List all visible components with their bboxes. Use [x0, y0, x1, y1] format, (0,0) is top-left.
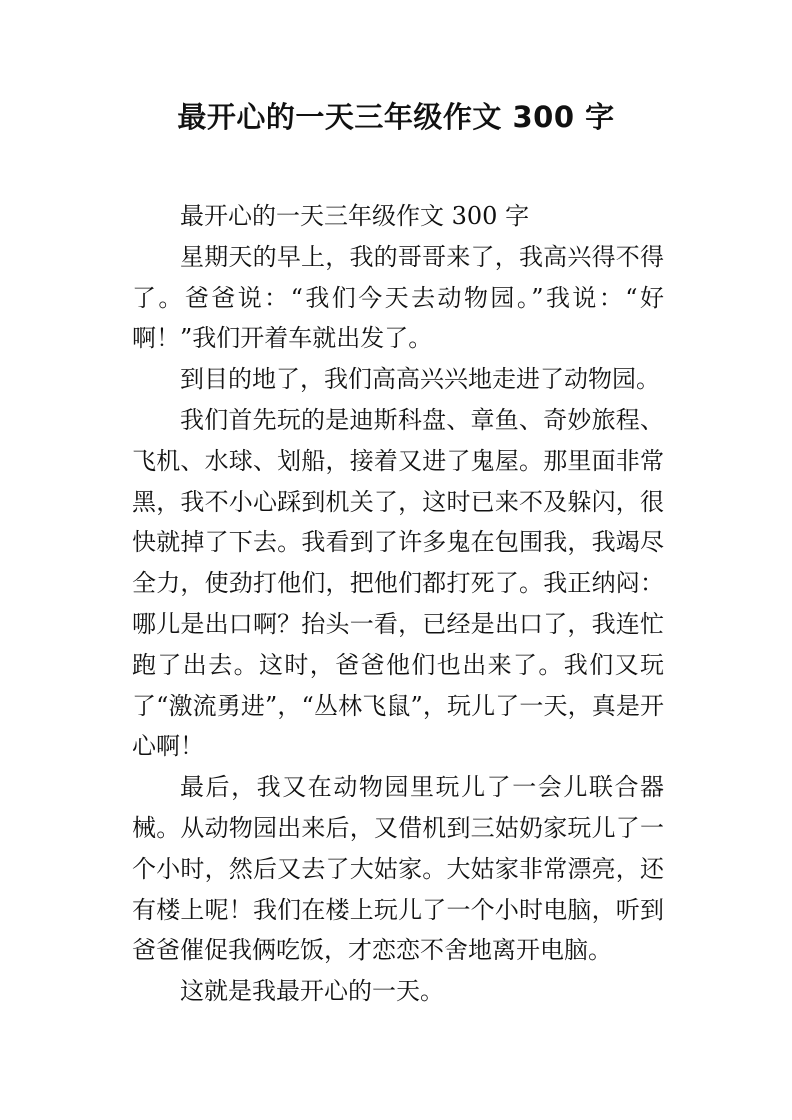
- paragraph-2: 到目的地了，我们高高兴兴地走进了动物园。: [180, 365, 660, 394]
- paragraph-1: 星期天的早上，我的哥哥来了，我高兴得不得了。爸爸说：“我们今天去动物园。”我说：“好啊！”我们开着车就出发了。: [132, 242, 664, 353]
- paragraph-3: 我们首先玩的是迪斯科盘、章鱼、奇妙旅程、飞机、水球、划船，接着又进了鬼屋。那里面非常黑，我不小心踩到机关了，这时已来不及躲闪，很快就掉了下去。我看到了许多鬼在包围我，我竭尽全力，使劲打他们，把他们都打死了。我正纳闷：哪儿是出口啊？抬头一看，已经是出口了，我连忙跑了出去。这时，爸爸他们也出来了。我们又玩了“激流勇进”，“丛林飞鼠”，玩儿了一天，真是开心啊！: [132, 405, 664, 761]
- document-title: 最开心的一天三年级作文 300 字: [177, 100, 615, 134]
- paragraph-5: 这就是我最开心的一天。: [180, 977, 444, 1006]
- document-body: [132, 196, 664, 1012]
- paragraph-4: 最后，我又在动物园里玩儿了一会儿联合器械。从动物园出来后，又借机到三姑奶家玩儿了一个小时，然后又去了大姑家。大姑家非常漂亮，还有楼上呢！我们在楼上玩儿了一个小时电脑，听到爸爸催促我俩吃饭，才恋恋不舍地离开电脑。: [132, 773, 664, 965]
- paragraph-subtitle: 最开心的一天三年级作文 300 字: [180, 202, 530, 230]
